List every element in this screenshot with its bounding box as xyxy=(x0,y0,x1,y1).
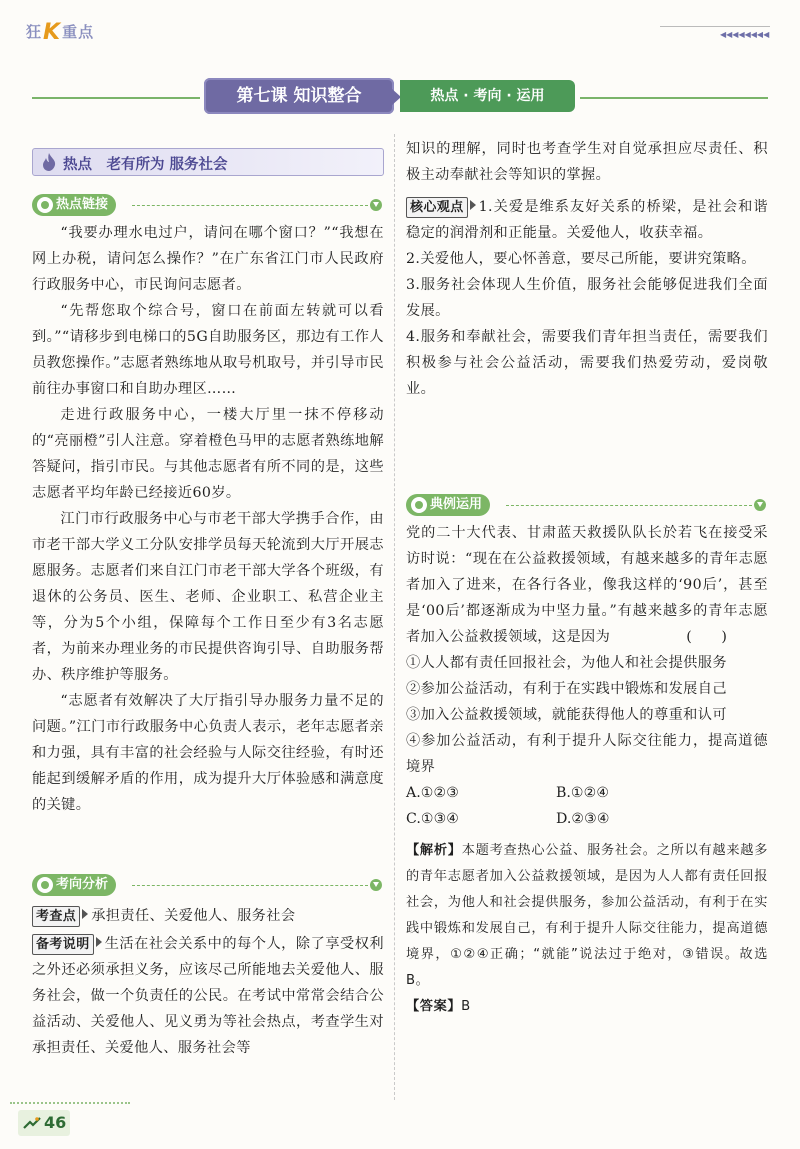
arrow-right-icon xyxy=(96,937,102,947)
exam-point: 考查点 承担责任、关爱他人、服务社会 xyxy=(32,903,384,929)
chevron-down-icon xyxy=(754,499,766,511)
arrow-decoration-icon: ◀◀◀◀◀◀◀◀ xyxy=(720,30,770,39)
paragraph: “先帮您取个综合号，窗口在前面左转就可以看到。”“请移步到电梯口的5G自助服务区，那边有工作人员教您操作。”志愿者熟练地从取号机取号，并引导市民前往办事窗口和自助办理区…… xyxy=(32,303,384,397)
paragraph: 走进行政服务中心，一楼大厅里一抹不停移动的“亮丽橙”引人注意。穿着橙色马甲的志愿者熟练地解答疑问，指引市民。与其他志愿者有所不同的是，这些志愿者平均年龄已经接近60岁。 xyxy=(32,407,384,501)
paragraph: “志愿者有效解决了大厅指引导办服务力量不足的问题。”江门市行政服务中心负责人表示，老年志愿者亲和力强，具有丰富的社会经验与人际交往经验，有时还能起到缓解矛盾的作用，成为提升大厅体验感和满意度的关键。 xyxy=(32,693,384,813)
link-icon xyxy=(37,197,53,213)
section-dashed-line xyxy=(132,205,368,206)
option-d: D.②③④ xyxy=(556,811,610,827)
left-column xyxy=(32,220,384,818)
page-number-badge xyxy=(18,1110,70,1136)
answer-line xyxy=(406,994,768,1020)
arrow-right-icon xyxy=(470,200,476,210)
option-c: C.①③④ xyxy=(406,811,460,827)
question-stem: 党的二十大代表、甘肃蓝天救援队队长於若飞在接受采访时说：“现在在公益救援领域，有越来越多的青年志愿者加入了进来，在各行各业，像我这样的‘90后’，甚至是‘00后’都逐渐成为中坚力量。”有越来越多的青年志愿者加入公益救援领域，这是因为 ( ) xyxy=(406,525,768,645)
runner-icon xyxy=(22,1116,42,1130)
options-row xyxy=(406,806,768,832)
hotspot-title: 热点 老有所为 服务社会 xyxy=(63,157,228,173)
option-b: B.①②④ xyxy=(556,785,610,801)
options-row xyxy=(406,780,768,806)
paragraph: “我要办理水电过户，请问在哪个窗口？”“我想在网上办税，请问怎么操作？”在广东省江门市人民政府行政服务中心，市民询问志愿者。 xyxy=(32,225,384,293)
prep-note: 备考说明 生活在社会关系中的每个人，除了享受权利之外还必须承担义务，应该尽己所能地去关爱他人、服务社会，做一个负责任的公民。在考试中常常会结合公益活动、关爱他人、见义勇为等社会热点，考查学生对承担责任、关爱他人、服务社会等 xyxy=(32,936,384,1056)
right-column xyxy=(406,136,768,402)
answer-paren: ( ) xyxy=(686,629,728,645)
book-icon xyxy=(411,497,427,513)
hotspot-bar xyxy=(32,148,384,176)
statement-item: ②参加公益活动，有利于在实践中锻炼和发展自己 xyxy=(406,681,727,697)
continued-text: 知识的理解，同时也考查学生对自觉承担应尽责任、积极主动奉献社会等知识的掌握。 xyxy=(406,141,768,183)
arrow-right-icon xyxy=(82,909,88,919)
left-column-exam xyxy=(32,903,384,1061)
title-rule-right xyxy=(580,97,768,99)
brand-text: 狂K重点 xyxy=(26,20,95,45)
lesson-title: 第七课 知识整合 xyxy=(204,78,394,114)
statement-item: ①人人都有责任回报社会，为他人和社会提供服务 xyxy=(406,655,727,671)
option-a: A.①②③ xyxy=(406,785,459,801)
flame-icon xyxy=(39,152,59,172)
section-pill: 典例运用 xyxy=(406,494,490,516)
core-view-2: 2.关爱他人，要心怀善意，要尽己所能，要讲究策略。 xyxy=(406,251,756,267)
answer-tag: 【答案】 xyxy=(406,999,462,1014)
chevron-down-icon xyxy=(370,199,382,211)
prep-note-tag: 备考说明 xyxy=(32,934,94,955)
section-dashed-line xyxy=(132,885,368,886)
exam-point-tag: 考查点 xyxy=(32,906,80,927)
statement-item: ④参加公益活动，有利于提升人际交往能力，提高道德境界 xyxy=(406,733,768,775)
chevron-down-icon xyxy=(370,879,382,891)
section-pill: 考向分析 xyxy=(32,874,116,896)
answer-value: B xyxy=(461,999,471,1014)
target-icon xyxy=(37,877,53,893)
top-rule xyxy=(660,26,770,27)
title-rule-left xyxy=(32,97,200,99)
core-view-1: 核心观点 1.关爱是维系友好关系的桥梁，是社会和谐稳定的润滑剂和正能量。关爱他人，收获幸福。 xyxy=(406,199,768,241)
core-view-3: 3.服务社会体现人生价值，服务社会能够促进我们全面发展。 xyxy=(406,277,768,319)
lesson-subtitle: 热点 · 考向 · 运用 xyxy=(400,80,575,112)
core-view-4: 4.服务和奉献社会，需要我们青年担当责任，需要我们积极参与社会公益活动，需要我们热爱劳动，爱岗敬业。 xyxy=(406,329,768,397)
section-dashed-line xyxy=(506,505,752,506)
paragraph: 江门市行政服务中心与市老干部大学携手合作，由市老干部大学义工分队安排学员每天轮流到大厅开展志愿服务。志愿者们来自江门市老干部大学各个班级，有退休的公务员、医生、老师、企业职工、私营企业主等，分为5个小组，保障每个工作日至少有3名志愿者，为前来办理业务的市民提供咨询引导、自助服务帮办、秩序维护等服务。 xyxy=(32,511,384,683)
right-column-example xyxy=(406,520,768,1020)
analysis-tag: 【解析】 xyxy=(406,843,462,858)
section-header-hotlink xyxy=(32,194,384,216)
column-divider xyxy=(394,134,395,1100)
footer-dots xyxy=(10,1102,130,1104)
page-number: 46 xyxy=(44,1113,67,1132)
statement-item: ③加入公益救援领域，就能获得他人的尊重和认可 xyxy=(406,707,727,723)
core-view-tag: 核心观点 xyxy=(406,197,468,218)
section-header-analysis xyxy=(32,874,384,896)
section-header-example xyxy=(406,494,768,516)
brand-logo xyxy=(26,18,136,46)
section-pill: 热点链接 xyxy=(32,194,116,216)
analysis-text: 【解析】本题考查热心公益、服务社会。之所以有越来越多的青年志愿者加入公益救援领域，是因为人人都有责任回报社会，为他人和社会提供服务，参加公益活动，有利于在实践中锻炼和发展自己，有利于提升人际交往能力，提高道德境界，①②④正确；“就能”说法过于绝对，③错误。故选B。 xyxy=(406,843,768,988)
